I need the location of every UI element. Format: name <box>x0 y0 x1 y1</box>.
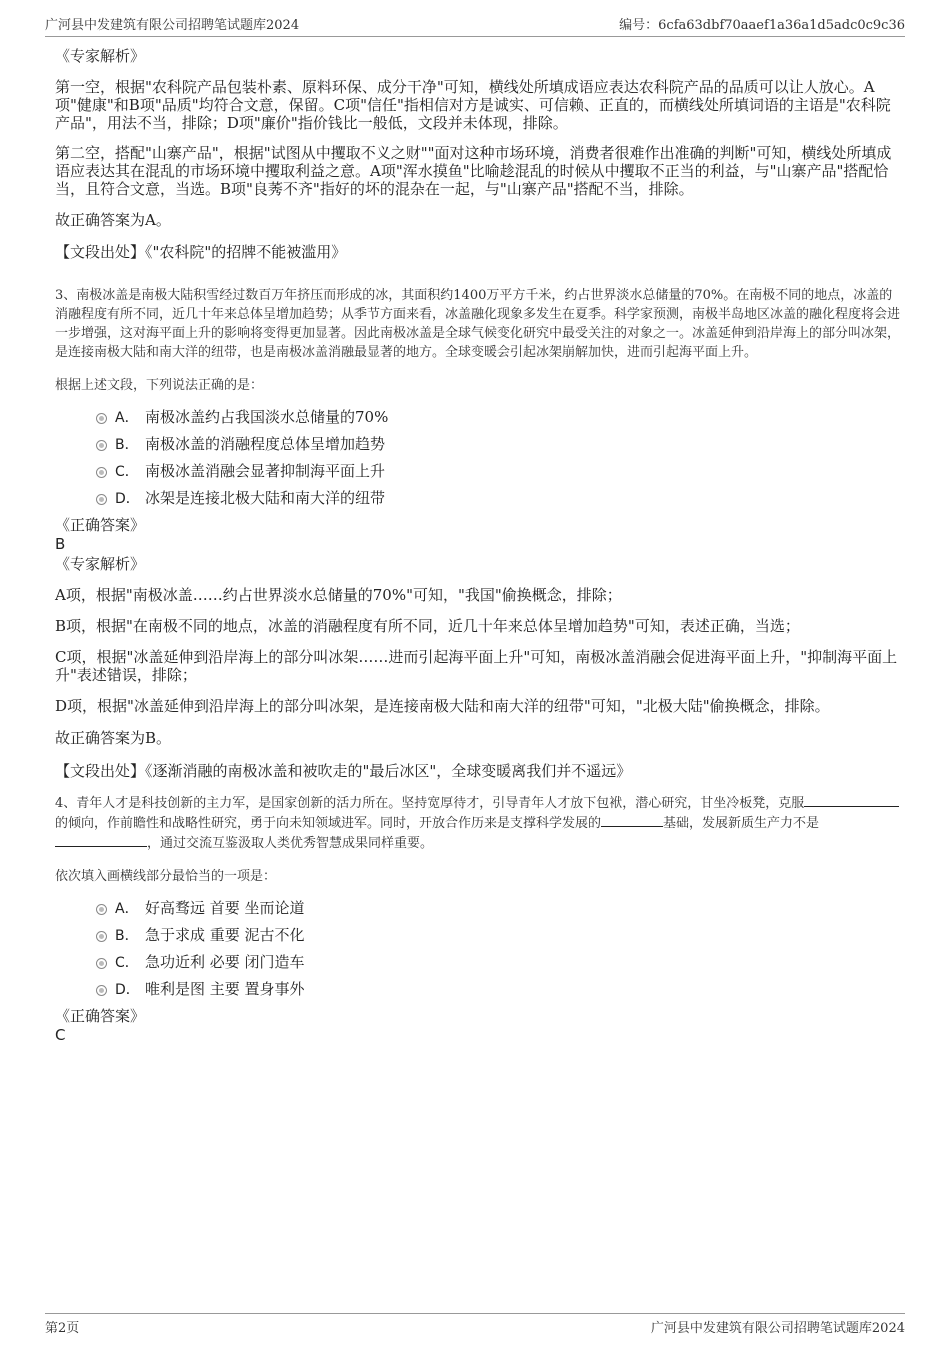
option-text: 南极冰盖消融会显著抑制海平面上升 <box>145 462 386 480</box>
option-text: 急功近利 必要 闭门造车 <box>145 953 305 971</box>
passage-text: ，通过交流互鉴汲取人类优秀智慧成果同样重要。 <box>147 836 434 851</box>
analysis-paragraph: C项，根据"冰盖延伸到沿岸海上的部分叫冰架……进而引起海平面上升"可知，南极冰盖消融会促进海平面上升，"抑制海平面上升"表述错误，排除； <box>55 648 898 684</box>
options-list <box>55 407 905 515</box>
passage-text: 的倾向，作前瞻性和战略性研究，勇于向未知领域进军。同时，开放合作历来是支撑科学发展的 <box>55 816 602 831</box>
footer-title: 广河县中发建筑有限公司招聘笔试题库2024 <box>650 1321 905 1336</box>
source-citation: 【文段出处】《逐渐消融的南极冰盖和被吹走的"最后冰区"，全球变暖离我们并不遥远》 <box>55 762 632 780</box>
radio-icon[interactable] <box>96 413 107 424</box>
radio-icon[interactable] <box>96 985 107 996</box>
option-letter: B． <box>115 928 139 944</box>
option-c[interactable] <box>55 952 905 979</box>
radio-icon[interactable] <box>96 440 107 451</box>
page-footer <box>45 1313 905 1336</box>
option-b[interactable] <box>55 925 905 952</box>
radio-icon[interactable] <box>96 467 107 478</box>
radio-icon[interactable] <box>96 931 107 942</box>
analysis-paragraph: 第一空，根据"农科院产品包装朴素、原料环保、成分干净"可知，横线处所填成语应表达农科院产品的品质可以让人放心。A项"健康"和B项"品质"均符合文意，保留。C项"信任"指相信对方是诚实、可信赖、正直的，而横线处所填词语的主语是"农科院产品"，用法不当，排除；D项"廉价"指价钱比一般低，文段并未体现，排除。 <box>55 78 891 132</box>
option-text: 唯利是图 主要 置身事外 <box>145 980 305 998</box>
correct-answer: B <box>55 535 66 553</box>
option-letter: C． <box>115 955 139 971</box>
option-c[interactable] <box>55 461 905 488</box>
option-letter: A． <box>115 410 139 426</box>
option-a[interactable] <box>55 898 905 925</box>
option-letter: D． <box>115 491 140 507</box>
answer-label: 《正确答案》 <box>55 1007 146 1025</box>
question-passage: 3、南极冰盖是南极大陆积雪经过数百万年挤压而形成的冰，其面积约1400万平方千米，约占世界淡水总储量的70%。在南极不同的地点，冰盖的消融程度有所不同，近几十年来总体呈增加趋势；从季节方面来看，冰盖融化现象多发生在夏季。科学家预测，南极半岛地区冰盖的融化程度将会进一步增强，这对海平面上升的影响将变得更加显著。因此南极冰盖是全球气候变化研究中最受关注的对象之一。冰盖延伸到沿岸海上的部分叫冰架，是连接南极大陆和南大洋的纽带，也是南极冰盖消融最显著的地方。全球变暖会引起冰架崩解加快，进而引起海平面上升。 <box>55 288 901 360</box>
option-d[interactable] <box>55 488 905 515</box>
option-letter: D． <box>115 982 140 998</box>
page-header <box>45 14 905 37</box>
analysis-paragraph: A项，根据"南极冰盖……约占世界淡水总储量的70%"可知，"我国"偷换概念，排除； <box>55 586 622 604</box>
question-passage <box>55 793 905 853</box>
analysis-paragraph: B项，根据"在南极不同的地点，冰盖的消融程度有所不同，近几十年来总体呈增加趋势"可知，表述正确，当选； <box>55 617 800 635</box>
page-number: 第2页 <box>45 1321 80 1336</box>
document-id: 编号：6cfa63dbf70aaef1a36a1d5adc0c9c36 <box>619 18 905 33</box>
header-title: 广河县中发建筑有限公司招聘笔试题库2024 <box>45 18 300 33</box>
options-list <box>55 898 905 1006</box>
answer-conclusion: 故正确答案为A。 <box>55 211 171 229</box>
answer-conclusion: 故正确答案为B。 <box>55 729 172 747</box>
analysis-paragraph: 第二空，搭配"山寨产品"，根据"试图从中攫取不义之财""面对这种市场环境，消费者很难作出准确的判断"可知，横线处所填成语应表达其在混乱的市场环境中攫取利益之意。A项"浑水摸鱼"比喻趁混乱的时候从中攫取不正当的利益，与"山寨产品"搭配恰当，且符合文意，当选。B项"良莠不齐"指好的坏的混杂在一起，与"山寨产品"搭配不当，排除。 <box>55 144 892 198</box>
radio-icon[interactable] <box>96 958 107 969</box>
option-letter: A． <box>115 901 139 917</box>
fill-blank <box>601 813 663 827</box>
analysis-label: 《专家解析》 <box>55 555 146 573</box>
option-text: 南极冰盖的消融程度总体呈增加趋势 <box>145 435 386 453</box>
question-prompt: 依次填入画横线部分最恰当的一项是： <box>55 869 277 884</box>
option-a[interactable] <box>55 407 905 434</box>
passage-text: 基础，发展新质生产力不是 <box>663 816 820 831</box>
correct-answer: C <box>55 1026 66 1044</box>
source-citation: 【文段出处】《"农科院"的招牌不能被滥用》 <box>55 243 347 261</box>
analysis-paragraph: D项，根据"冰盖延伸到沿岸海上的部分叫冰架，是连接南极大陆和南大洋的纽带"可知，"北极大陆"偷换概念，排除。 <box>55 697 830 715</box>
page-content <box>55 46 905 1045</box>
option-d[interactable] <box>55 979 905 1006</box>
fill-blank <box>55 833 147 847</box>
option-text: 冰架是连接北极大陆和南大洋的纽带 <box>145 489 386 507</box>
option-letter: C． <box>115 464 139 480</box>
radio-icon[interactable] <box>96 494 107 505</box>
passage-text: 4、青年人才是科技创新的主力军，是国家创新的活力所在。坚持宽厚待才，引导青年人才放下包袱，潜心研究，甘坐冷板凳，克服 <box>55 796 805 811</box>
option-text: 好高骛远 首要 坐而论道 <box>145 899 305 917</box>
answer-label: 《正确答案》 <box>55 516 146 534</box>
option-text: 南极冰盖约占我国淡水总储量的70% <box>145 408 389 426</box>
question-prompt: 根据上述文段，下列说法正确的是： <box>55 378 264 393</box>
analysis-label: 《专家解析》 <box>55 47 146 65</box>
radio-icon[interactable] <box>96 904 107 915</box>
fill-blank <box>804 793 899 807</box>
option-b[interactable] <box>55 434 905 461</box>
option-text: 急于求成 重要 泥古不化 <box>145 926 305 944</box>
option-letter: B． <box>115 437 139 453</box>
